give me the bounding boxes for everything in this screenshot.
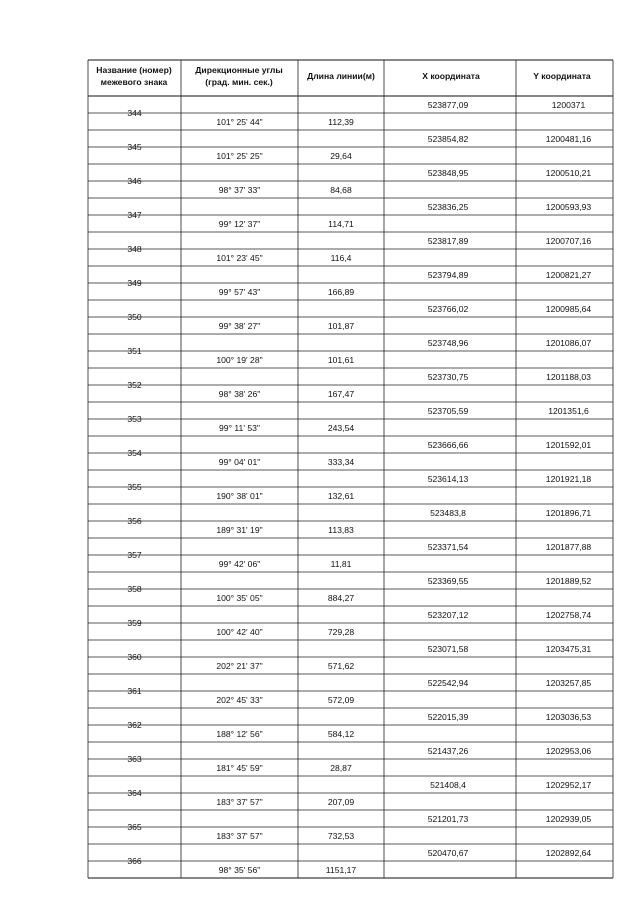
point-x: 523071,58: [427, 644, 469, 655]
point-y: 1202758,74: [545, 610, 592, 621]
point-name: 349: [127, 277, 142, 288]
header-angle: Дирекционные углы (град. мин. сек.): [195, 65, 283, 87]
segment-length: 167,47: [327, 389, 355, 400]
point-name: 355: [127, 481, 142, 492]
segment-length: 101,87: [327, 321, 355, 332]
segment-angle: 99° 11' 53": [219, 423, 260, 434]
segment-angle: 98° 35' 56": [218, 865, 261, 876]
point-name: 347: [127, 209, 142, 220]
segment-angle: 101° 23' 45": [216, 253, 263, 264]
point-x: 522015,39: [427, 712, 469, 723]
segment-length: 584,12: [327, 729, 355, 740]
point-name: 366: [127, 855, 142, 866]
segment-angle: 101° 25' 44": [216, 117, 263, 128]
point-x: 523666,66: [427, 440, 469, 451]
segment-angle: 99° 04' 01": [218, 457, 261, 468]
point-y: 1203036,53: [545, 712, 592, 723]
point-y: 1201896,71: [545, 508, 592, 519]
header-name: Название (номер) межевого знака: [96, 65, 172, 87]
point-name: 352: [127, 379, 142, 390]
point-name: 360: [127, 651, 142, 662]
point-name: 356: [127, 515, 142, 526]
point-name: 365: [127, 821, 142, 832]
point-y: 1201086,07: [545, 338, 592, 349]
point-name: 361: [127, 685, 142, 696]
segment-length: 114,71: [328, 219, 354, 230]
segment-length: 11,81: [330, 559, 352, 570]
segment-angle: 188° 12' 56": [216, 729, 263, 740]
segment-angle: 99° 42' 06": [218, 559, 261, 570]
point-y: 1201889,52: [545, 576, 592, 587]
point-x: 522542,94: [427, 678, 469, 689]
segment-angle: 183° 37' 57": [216, 831, 263, 842]
point-y: 1200510,21: [545, 168, 592, 179]
point-name: 363: [127, 753, 142, 764]
segment-angle: 100° 35' 05": [216, 593, 263, 604]
header-length: Длина линии(м): [307, 71, 375, 81]
segment-angle: 99° 57' 43": [218, 287, 261, 298]
point-y: 1203257,85: [545, 678, 592, 689]
segment-length: 84,68: [330, 185, 352, 196]
point-x: 523614,13: [427, 474, 469, 485]
point-x: 523877,09: [427, 100, 469, 111]
point-name: 357: [127, 549, 142, 560]
segment-length: 571,62: [327, 661, 355, 672]
segment-angle: 202° 21' 37": [216, 661, 263, 672]
point-y: 1202939,05: [545, 814, 592, 825]
table-header: [96, 65, 591, 87]
point-x: 523371,54: [427, 542, 469, 553]
segment-length: 166,89: [327, 287, 355, 298]
segment-length: 207,09: [327, 797, 355, 808]
table-grid: [88, 60, 613, 878]
point-y: 1200593,93: [545, 202, 592, 213]
point-x: 521201,73: [427, 814, 469, 825]
point-x: 520470,67: [427, 848, 469, 859]
point-x: 523794,89: [427, 270, 469, 281]
point-x: 523766,02: [427, 304, 469, 315]
segment-angle: 190° 38' 01": [216, 491, 263, 502]
header-x: X координата: [422, 71, 480, 81]
segment-angle: 202° 45' 33": [216, 695, 263, 706]
point-x: 521437,26: [427, 746, 469, 757]
point-y: 1201351,6: [548, 406, 589, 417]
point-name: 350: [127, 311, 142, 322]
segment-length: 729,28: [327, 627, 355, 638]
point-name: 346: [127, 175, 142, 186]
point-y: 1202953,06: [545, 746, 592, 757]
point-name: 364: [127, 787, 142, 798]
segment-angle: 100° 42' 40": [216, 627, 263, 638]
point-y: 1202892,64: [545, 848, 592, 859]
point-x: 523483,8: [430, 508, 466, 519]
point-x: 523836,25: [427, 202, 469, 213]
point-name: 359: [127, 617, 142, 628]
point-name: 351: [127, 345, 142, 356]
segment-length: 1151,17: [325, 865, 357, 876]
point-name: 358: [127, 583, 142, 594]
point-y: 1201188,03: [546, 372, 591, 383]
point-y: 1201921,18: [545, 474, 592, 485]
header-y: Y координата: [533, 71, 591, 81]
point-y: 1200481,16: [545, 134, 592, 145]
segment-length: 572,09: [327, 695, 355, 706]
point-name: 353: [127, 413, 142, 424]
segment-angle: 99° 38' 27": [218, 321, 261, 332]
point-y: 1201877,88: [545, 542, 592, 553]
point-name: 348: [127, 243, 142, 254]
point-x: 523369,55: [427, 576, 469, 587]
point-y: 1200371: [551, 100, 586, 111]
point-x: 523848,95: [427, 168, 469, 179]
point-x: 523705,59: [427, 406, 469, 417]
segment-angle: 98° 37' 33": [218, 185, 261, 196]
point-x: 523854,82: [427, 134, 469, 145]
segment-angle: 189° 31' 19": [216, 525, 263, 536]
segment-length: 333,34: [327, 457, 355, 468]
point-y: 1200985,64: [545, 304, 592, 315]
segment-length: 116,4: [330, 253, 352, 264]
point-x: 523207,12: [427, 610, 469, 621]
segment-length: 101,61: [327, 355, 355, 366]
point-y: 1202952,17: [545, 780, 592, 791]
segment-length: 243,54: [327, 423, 355, 434]
segment-angle: 99° 12' 37": [218, 219, 261, 230]
point-x: 523748,96: [427, 338, 469, 349]
point-y: 1203475,31: [545, 644, 592, 655]
point-name: 345: [127, 141, 142, 152]
point-x: 523817,89: [427, 236, 469, 247]
point-y: 1200821,27: [545, 270, 592, 281]
segment-angle: 183° 37' 57": [216, 797, 263, 808]
point-y: 1200707,16: [545, 236, 592, 247]
point-name: 344: [127, 107, 142, 118]
segment-length: 112,39: [328, 117, 354, 128]
segment-length: 113,83: [328, 525, 354, 536]
segment-angle: 100° 19' 28": [216, 355, 263, 366]
segment-angle: 181° 45' 59": [216, 763, 263, 774]
point-name: 354: [127, 447, 142, 458]
point-y: 1201592,01: [545, 440, 592, 451]
point-x: 521408,4: [430, 780, 466, 791]
segment-angle: 98° 38' 26": [218, 389, 261, 400]
point-name: 362: [127, 719, 142, 730]
segment-length: 28,87: [330, 763, 352, 774]
segment-angle: 101° 25' 25": [216, 151, 263, 162]
segment-length: 884,27: [327, 593, 355, 604]
segment-length: 29,64: [330, 151, 352, 162]
segment-length: 732,53: [327, 831, 355, 842]
segment-length: 132,61: [327, 491, 355, 502]
point-x: 523730,75: [427, 372, 469, 383]
